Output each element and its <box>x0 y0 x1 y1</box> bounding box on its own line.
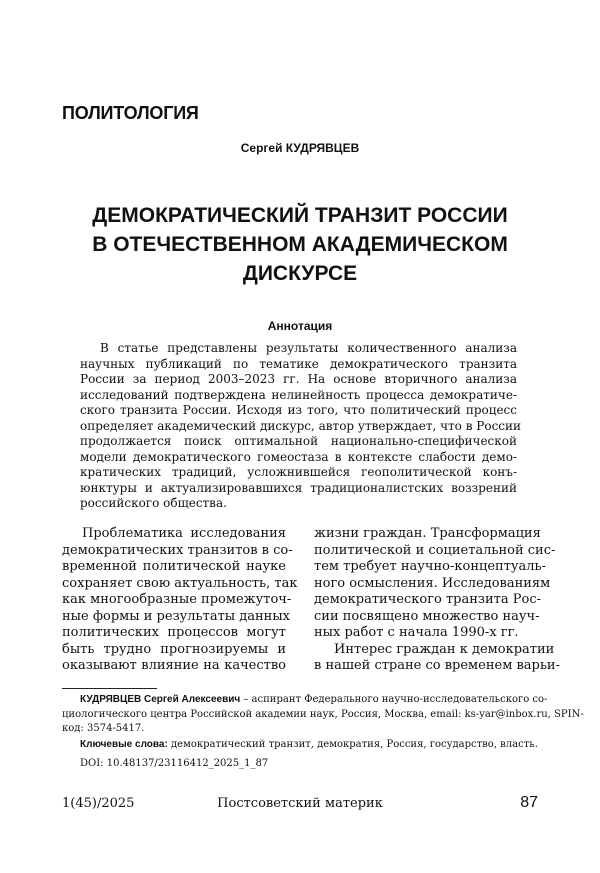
body-line: ного осмысления. Исследованиям <box>314 576 538 593</box>
abstract-line: определяет академический дискурс, автор утверждает, что в России <box>80 419 517 435</box>
footnote-divider <box>62 688 157 689</box>
footnote-line <box>80 693 536 708</box>
body-line: политических процессов могут <box>62 625 286 642</box>
body-line: демократического транзита Рос- <box>314 592 538 609</box>
title-line: В ОТЕЧЕСТВЕННОМ АКАДЕМИЧЕСКОМ <box>62 230 538 259</box>
abstract-heading: Аннотация <box>0 319 600 333</box>
body-line: в нашей стране со временем варьи- <box>314 658 538 675</box>
body-line: жизни граждан. Трансформация <box>314 526 538 543</box>
body-line: сии посвящено множество науч- <box>314 609 538 626</box>
body-line: быть трудно прогнозируемы и <box>62 642 286 659</box>
doi <box>80 757 536 772</box>
body-line: ные формы и результаты данных <box>62 609 286 626</box>
footnote-line: циологического центра Российской академии наук, Россия, Москва, email: ks-yar@inbox.ru, SPIN- <box>62 708 536 723</box>
keywords-line <box>80 738 536 753</box>
keywords <box>80 738 536 753</box>
abstract-line: исследований подтверждена нелинейность процесса демократиче- <box>80 388 517 404</box>
body-line: тем требует научно-концептуаль- <box>314 559 538 576</box>
abstract-line: модели демократического гомеостаза в контексте слабости демо- <box>80 450 517 466</box>
footnote-author-name: КУДРЯВЦЕВ Сергей Алексеевич <box>80 694 240 705</box>
keywords-list: демократический транзит, демократия, Россия, государство, власть. <box>168 739 538 750</box>
abstract-line: ского транзита России. Исходя из того, что политический процесс <box>80 403 517 419</box>
page-number: 87 <box>520 794 538 812</box>
abstract-text <box>80 341 517 512</box>
body-line: временной политической науке <box>62 559 286 576</box>
issue-number: 1(45)/2025 <box>62 796 134 811</box>
body-column-left <box>62 526 286 675</box>
author-footnote <box>80 693 536 737</box>
abstract-line: России за период 2003–2023 гг. На основе вторичного анализа <box>80 372 517 388</box>
abstract-line: продолжается поиск оптимальной национально-специфической <box>80 434 517 450</box>
body-line: Интерес граждан к демократии <box>314 642 538 659</box>
section-heading: ПОЛИТОЛОГИЯ <box>62 103 199 124</box>
body-line: демократических транзитов в со- <box>62 543 286 560</box>
abstract-line: В статье представлены результаты количественного анализа <box>80 341 517 357</box>
body-line: политической и социетальной сис- <box>314 543 538 560</box>
abstract-line: научных публикаций по тематике демократического транзита <box>80 357 517 373</box>
body-line: сохраняет свою актуальность, так <box>62 576 286 593</box>
article-title <box>62 201 538 288</box>
body-column-right <box>314 526 538 675</box>
journal-name: Постсоветский материк <box>62 796 538 811</box>
abstract-line: российского общества. <box>80 496 517 512</box>
title-line: ДЕМОКРАТИЧЕСКИЙ ТРАНЗИТ РОССИИ <box>62 201 538 230</box>
abstract-line: юнктуры и актуализировавшихся традиционалистских воззрений <box>80 481 517 497</box>
doi-text: DOI: 10.48137/23116412_2025_1_87 <box>80 757 536 772</box>
body-line: как многообразные промежуточ- <box>62 592 286 609</box>
title-line: ДИСКУРСЕ <box>62 259 538 288</box>
body-line: оказывают влияние на качество <box>62 658 286 675</box>
body-line: ных работ с начала 1990-х гг. <box>314 625 538 642</box>
article-author: Сергей КУДРЯВЦЕВ <box>0 141 600 155</box>
keywords-label: Ключевые слова: <box>80 739 168 750</box>
footnote-line: код: 3574-5417. <box>62 722 536 737</box>
footnote-author-info: – аспирант Федерального научно-исследовательского со- <box>240 694 547 705</box>
body-line: Проблематика исследования <box>62 526 286 543</box>
abstract-line: кратических традиций, усложнившейся геополитической конъ- <box>80 465 517 481</box>
page-footer <box>62 796 538 816</box>
